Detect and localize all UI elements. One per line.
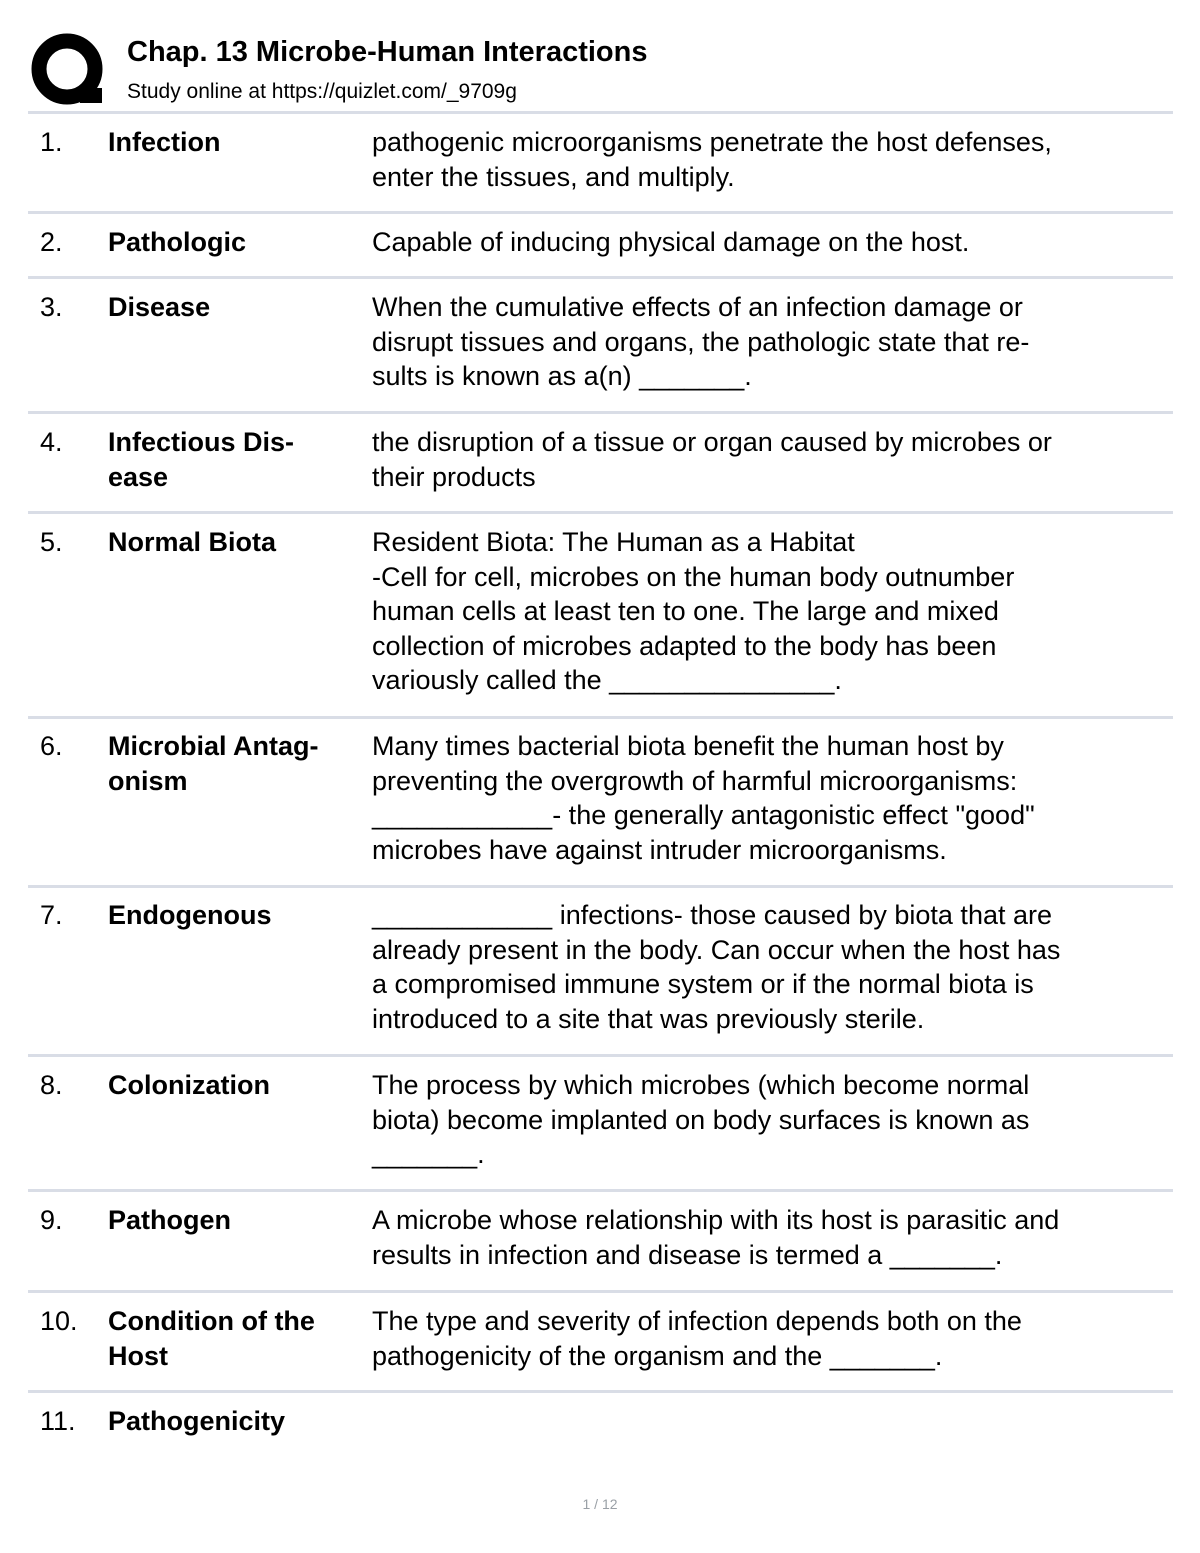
term: Pathologic — [108, 227, 247, 257]
definition: Resident Biota: The Human as a Habitat -Cell for cell, microbes on the human body outnumber human cells at least ten to one. The large and mixed collection of microbes adapted to the body has been variously called the _______________. — [372, 527, 1015, 695]
row-divider — [28, 716, 1173, 719]
row-number: 5. — [40, 527, 63, 557]
row-divider — [28, 211, 1173, 214]
row-number: 6. — [40, 731, 63, 761]
term: Pathogen — [108, 1205, 232, 1235]
term: Infection — [108, 127, 221, 157]
row-divider — [28, 511, 1173, 514]
definition: the disruption of a tissue or organ caused by microbes or their products — [372, 427, 1052, 492]
definition: The type and severity of infection depends both on the pathogenicity of the organism and the _______. — [372, 1306, 1022, 1371]
definition: The process by which microbes (which become normal biota) become implanted on body surfaces is known as _______. — [372, 1070, 1030, 1169]
term: Disease — [108, 292, 211, 322]
row-number: 8. — [40, 1070, 63, 1100]
row-number: 3. — [40, 292, 63, 322]
row-divider — [28, 1290, 1173, 1293]
term: Pathogenicity — [108, 1406, 286, 1436]
document-header — [30, 28, 1170, 108]
row-number: 9. — [40, 1205, 63, 1235]
definition: A microbe whose relationship with its host is parasitic and results in infection and disease is termed a _______. — [372, 1205, 1060, 1270]
row-divider — [28, 1054, 1173, 1057]
row-number: 4. — [40, 427, 63, 457]
term: Condition of the Host — [108, 1306, 315, 1371]
row-divider — [28, 1189, 1173, 1192]
term: Infectious Dis- ease — [108, 427, 295, 492]
row-number: 10. — [40, 1306, 78, 1336]
term: Normal Biota — [108, 527, 277, 557]
row-number: 1. — [40, 127, 63, 157]
row-divider — [28, 411, 1173, 414]
definition: ____________ infections- those caused by biota that are already present in the body. Can occur when the host has a compromised immune system or if the normal biota is introduced to a site that was previously sterile. — [372, 900, 1061, 1034]
definition: Capable of inducing physical damage on the host. — [372, 227, 970, 257]
page-number: 1 / 12 — [582, 1496, 618, 1512]
quizlet-logo-icon — [30, 32, 106, 108]
row-divider — [28, 1390, 1173, 1393]
row-divider — [28, 276, 1173, 279]
document-title: Chap. 13 Microbe-Human Interactions — [127, 36, 648, 68]
definition: Many times bacterial biota benefit the human host by preventing the overgrowth of harmful microorganisms: ____________- the generally antagonistic effect "good" microbes have against intruder microorganisms. — [372, 731, 1035, 865]
row-number: 11. — [40, 1406, 76, 1436]
row-number: 2. — [40, 227, 63, 257]
study-online-link-text: Study online at https://quizlet.com/_9709g — [127, 80, 517, 103]
definition: pathogenic microorganisms penetrate the host defenses, enter the tissues, and multiply. — [372, 127, 1052, 192]
header-divider — [28, 111, 1173, 114]
row-divider — [28, 885, 1173, 888]
term: Microbial Antag- onism — [108, 731, 319, 796]
term: Colonization — [108, 1070, 270, 1100]
row-number: 7. — [40, 900, 63, 930]
definition: When the cumulative effects of an infection damage or disrupt tissues and organs, the pathologic state that re- sults is known as a(n) _______. — [372, 292, 1030, 391]
term: Endogenous — [108, 900, 272, 930]
